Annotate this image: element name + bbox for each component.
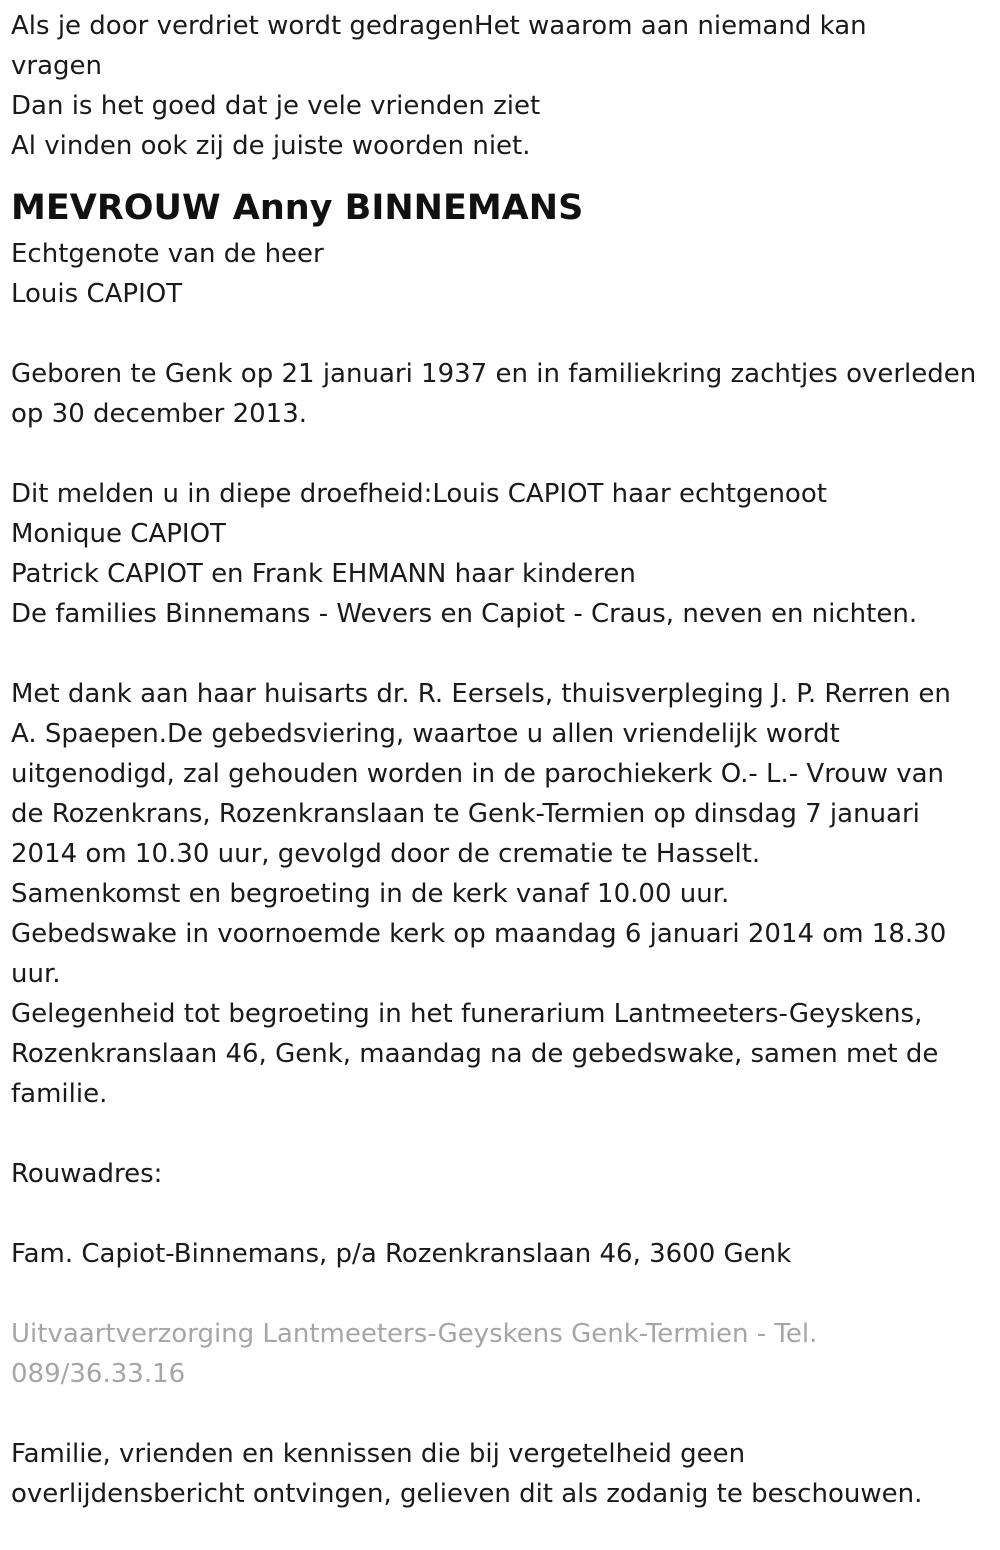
rouwadres-label: Rouwadres: [11, 1159, 163, 1189]
poem-line: Al vinden ook zij de juiste woorden niet. [11, 131, 531, 161]
deceased-name: MEVROUW Anny BINNEMANS [11, 188, 584, 228]
poem-line: Als je door verdriet wordt gedragenHet waarom aan niemand kan [11, 11, 867, 41]
birth-line: Geboren te Genk op 21 januari 1937 en in familiekring zachtjes overleden [11, 359, 977, 389]
ceremony-line: Met dank aan haar huisarts dr. R. Eersels, thuisverpleging J. P. Rerren en [11, 679, 951, 709]
family-list [11, 474, 989, 634]
ceremony-details [11, 674, 989, 1114]
ceremony-line: Samenkomst en begroeting in de kerk vanaf 10.00 uur. [11, 879, 730, 909]
birth-death-info [11, 354, 989, 434]
ceremony-line: 2014 om 10.30 uur, gevolgd door de crematie te Hasselt. [11, 839, 761, 869]
ceremony-line: familie. [11, 1079, 108, 1109]
spouse-line: Echtgenote van de heer [11, 239, 324, 269]
ceremony-line: A. Spaepen.De gebedsviering, waartoe u allen vriendelijk wordt [11, 719, 840, 749]
rouwadres-block [11, 1234, 989, 1274]
family-line: Patrick CAPIOT en Frank EHMANN haar kinderen [11, 559, 636, 589]
ceremony-line: Gebedswake in voornoemde kerk op maandag 6 januari 2014 om 18.30 [11, 919, 947, 949]
poem [11, 6, 989, 166]
ceremony-line: Rozenkranslaan 46, Genk, maandag na de gebedswake, samen met de [11, 1039, 939, 1069]
ceremony-line: uur. [11, 959, 61, 989]
spouse-info [11, 234, 989, 314]
closing-line: overlijdensbericht ontvingen, gelieven dit als zodanig te beschouwen. [11, 1479, 923, 1509]
undertaker-info [11, 1314, 989, 1394]
ceremony-line: Gelegenheid tot begroeting in het funerarium Lantmeeters-Geyskens, [11, 999, 923, 1029]
poem-line: Dan is het goed dat je vele vrienden ziet [11, 91, 541, 121]
family-line: Monique CAPIOT [11, 519, 226, 549]
family-line: Dit melden u in diepe droefheid:Louis CAPIOT haar echtgenoot [11, 479, 827, 509]
spouse-line: Louis CAPIOT [11, 279, 183, 309]
family-line: De families Binnemans - Wevers en Capiot - Craus, neven en nichten. [11, 599, 918, 629]
undertaker-line: 089/36.33.16 [11, 1359, 186, 1389]
ceremony-line: uitgenodigd, zal gehouden worden in de parochiekerk O.- L.- Vrouw van [11, 759, 945, 789]
ceremony-line: de Rozenkrans, Rozenkranslaan te Genk-Termien op dinsdag 7 januari [11, 799, 920, 829]
rouwadres-label-block [11, 1154, 989, 1194]
poem-line: vragen [11, 51, 102, 81]
undertaker-line: Uitvaartverzorging Lantmeeters-Geyskens Genk-Termien - Tel. [11, 1319, 818, 1349]
closing-note [11, 1434, 989, 1514]
birth-line: op 30 december 2013. [11, 399, 308, 429]
closing-line: Familie, vrienden en kennissen die bij vergetelheid geen [11, 1439, 746, 1469]
rouwadres-address: Fam. Capiot-Binnemans, p/a Rozenkranslaan 46, 3600 Genk [11, 1239, 792, 1269]
